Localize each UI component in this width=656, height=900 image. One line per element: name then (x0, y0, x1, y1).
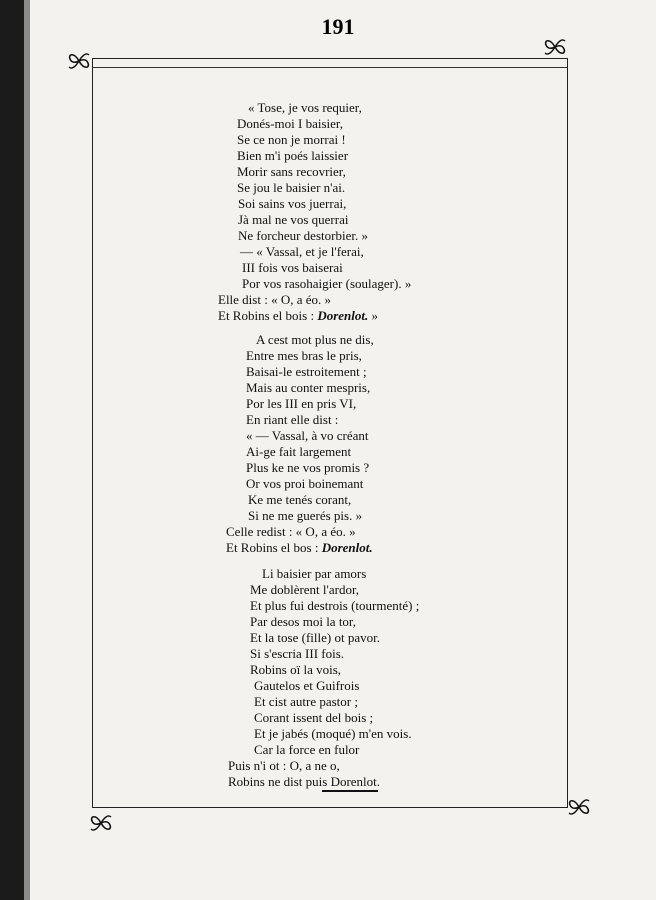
poem-line-text: Et Robins el bois : (218, 308, 318, 323)
poem-line: Si s'escria III fois. (250, 646, 345, 661)
poem-line: — « Vassal, et je l'ferai, (240, 244, 364, 259)
poem-line: Ai-ge fait largement (246, 444, 352, 459)
poem-line: Gautelos et Guifrois (254, 678, 360, 693)
refrain-italic: Dorenlot. (317, 308, 369, 323)
poem-line: Corant issent del bois ; (254, 710, 374, 725)
poem-line: Entre mes bras le pris, (246, 348, 362, 363)
poem-line: « — Vassal, à vo créant (246, 428, 369, 443)
poem-line: Et cist autre pastor ; (254, 694, 358, 709)
poem-line: Por les III en pris VI, (246, 396, 357, 411)
closing-rule (322, 790, 378, 792)
poem-line: Me doblèrent l'ardor, (250, 582, 360, 597)
poem-line: En riant elle dist : (246, 412, 339, 427)
poem-line: Se ce non je morrai ! (237, 132, 346, 147)
poem-line: Jà mal ne vos querrai (238, 212, 349, 227)
refrain-italic: Dorenlot. (321, 540, 373, 555)
poem-line: Si ne me guerés pis. » (248, 508, 363, 523)
poem-line: Donés-moi I baisier, (237, 116, 343, 131)
poem-line: Morir sans recovrier, (237, 164, 346, 179)
poem-line: Robins oï la vois, (250, 662, 342, 677)
poem-line: Et je jabés (moqué) m'en vois. (254, 726, 412, 741)
poem-line-tail: » (368, 308, 378, 323)
poem-line: III fois vos baiserai (242, 260, 343, 275)
poem-line: Celle redist : « O, a éo. » (226, 524, 356, 539)
poem-line (226, 540, 373, 555)
poem-line: Puis n'i ot : O, a ne o, (228, 758, 340, 773)
poem-line-text: Et Robins el bos : (226, 540, 322, 555)
poem-line: Car la force en fulor (254, 742, 360, 757)
poem-line: Et plus fui destrois (tourmenté) ; (250, 598, 420, 613)
poem-line: Par desos moi la tor, (250, 614, 356, 629)
poem-line: Ne forcheur destorbier. » (238, 228, 368, 243)
poem-line: Or vos proi boinemant (246, 476, 364, 491)
poem-line: Li baisier par amors (262, 566, 367, 581)
poem-line: Et la tose (fille) ot pavor. (250, 630, 380, 645)
poem-line: Por vos rasohaigier (soulager). » (242, 276, 412, 291)
poem-line: Plus ke ne vos promis ? (246, 460, 370, 475)
poem-line: Baisai-le estroitement ; (246, 364, 367, 379)
page-number: 191 (321, 14, 355, 39)
poem-line: Robins ne dist puis Dorenlot. (228, 774, 381, 789)
poem-line: « Tose, je vos requier, (248, 100, 362, 115)
poem-line: Mais au conter mespris, (246, 380, 371, 395)
poem-line: Ke me tenés corant, (248, 492, 352, 507)
poem-line: A cest mot plus ne dis, (256, 332, 374, 347)
poem-line: Se jou le baisier n'ai. (237, 180, 346, 195)
poem-line: Elle dist : « O, a éo. » (218, 292, 332, 307)
poem-line: Bien m'i poés laissier (237, 148, 349, 163)
poem-line (218, 308, 378, 323)
poem-line: Soi sains vos juerrai, (238, 196, 347, 211)
